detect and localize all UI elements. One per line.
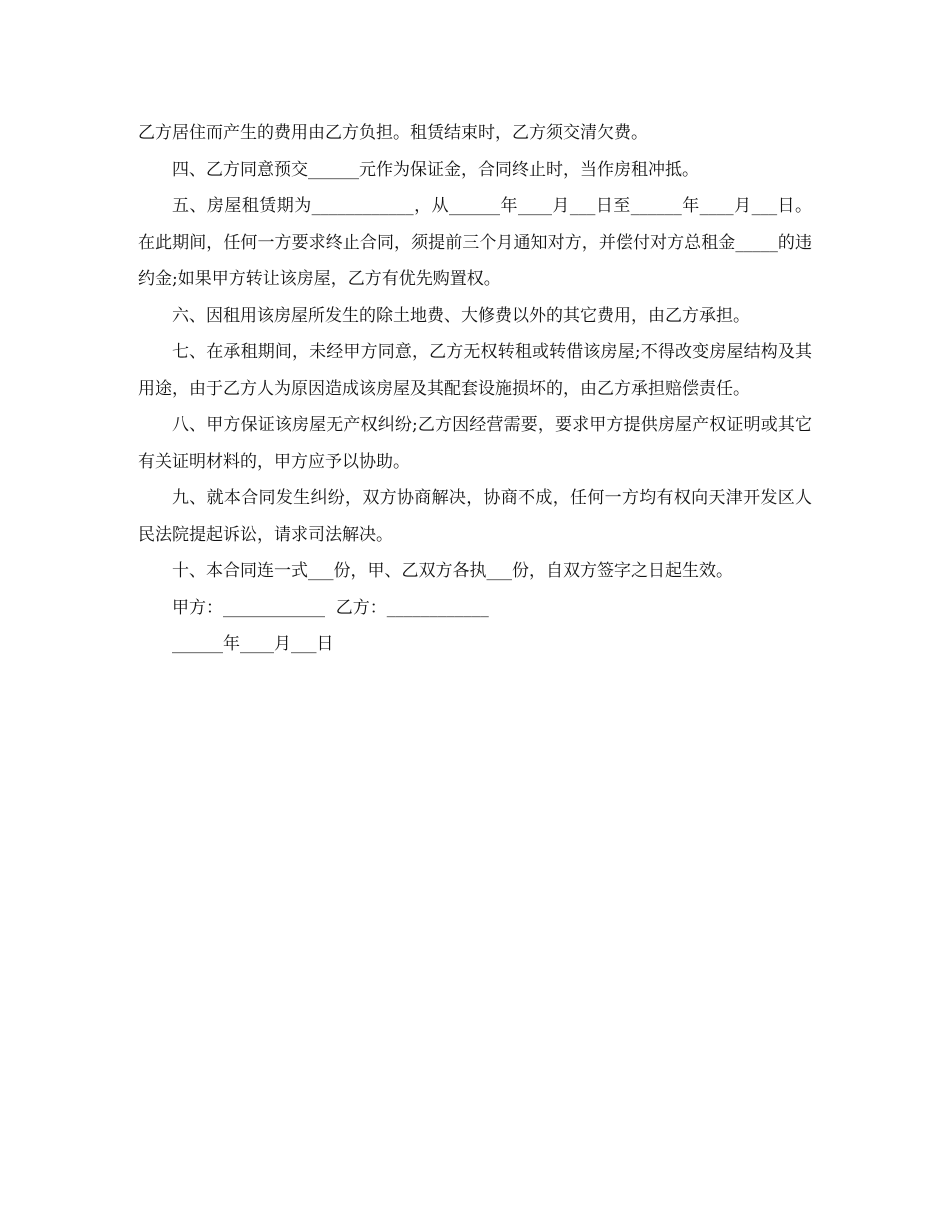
clause-5-lease-term: 五、房屋租赁期为____________，从______年____月___日至______年____月___日。在此期间，任何一方要求终止合同，须提前三个月通知对方，并偿付对方总租金_____的违约金;如果甲方转让该房屋，乙方有优先购置权。 xyxy=(138,196,812,289)
clause-9-disputes: 九、就本合同发生纠纷，双方协商解决，协商不成，任何一方均有权向天津开发区人民法院提起诉讼，请求司法解决。 xyxy=(138,488,812,545)
paragraph-continued-fees: 乙方居住而产生的费用由乙方负担。租赁结束时，乙方须交清欠费。 xyxy=(138,123,648,143)
date-line: ______年____月___日 xyxy=(172,634,334,654)
clause-6-other-costs: 六、因租用该房屋所发生的除土地费、大修费以外的其它费用，由乙方承担。 xyxy=(172,305,750,326)
contract-body xyxy=(138,115,812,663)
clause-8-property-rights: 八、甲方保证该房屋无产权纠纷;乙方因经营需要，要求甲方提供房屋产权证明或其它有关证明材料的，甲方应予以协助。 xyxy=(138,415,812,472)
clause-4-deposit: 四、乙方同意预交______元作为保证金，合同终止时，当作房租冲抵。 xyxy=(172,159,699,180)
clause-7-sublease: 七、在承租期间，未经甲方同意，乙方无权转租或转借该房屋;不得改变房屋结构及其用途，由于乙方人为原因造成该房屋及其配套设施损坏的，由乙方承担赔偿责任。 xyxy=(138,342,812,399)
clause-10-copies: 十、本合同连一式___份，甲、乙双方各执___份，自双方签字之日起生效。 xyxy=(172,561,733,581)
signature-line: 甲方：____________ 乙方：____________ xyxy=(172,597,489,618)
